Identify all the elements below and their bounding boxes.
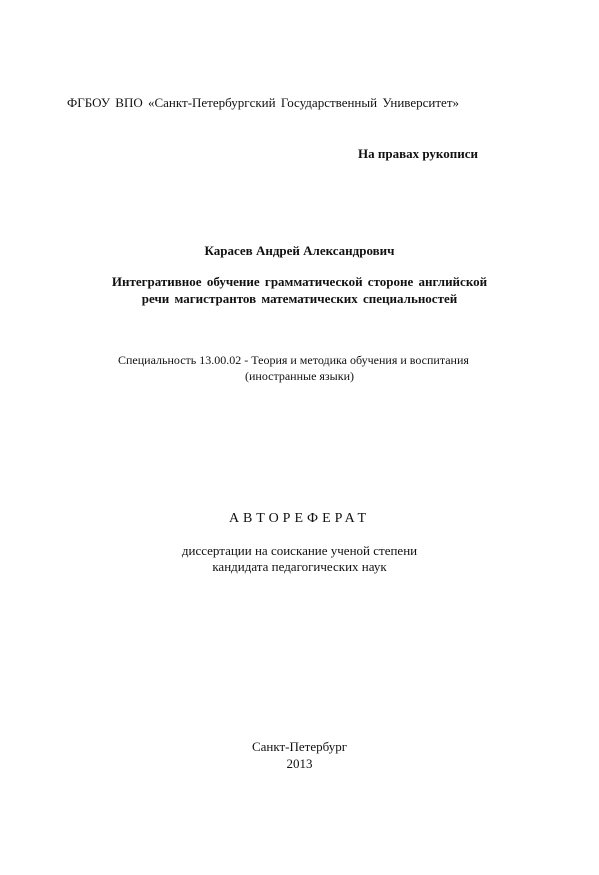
rights-note: На правах рукописи: [358, 146, 478, 161]
dissertation-line-1: диссертации на соискание ученой степени: [181, 543, 418, 558]
specialty-line-1: Специальность 13.00.02 - Теория и методика обучения и воспитания: [118, 353, 469, 367]
thesis-title-line-1: Интегративное обучение грамматической стороне английской: [111, 274, 488, 289]
city: Санкт-Петербург: [251, 739, 348, 754]
specialty-line-2: (иностранные языки): [245, 369, 354, 383]
document-type: АВТОРЕФЕРАТ: [228, 511, 371, 526]
organization-name: ФГБОУ ВПО «Санкт-Петербургский Государственный Университет»: [67, 95, 460, 110]
thesis-title-line-2: речи магистрантов математических специальностей: [141, 291, 458, 306]
dissertation-line-2: кандидата педагогических наук: [212, 559, 387, 574]
year: 2013: [286, 756, 313, 771]
author-name: Карасев Андрей Александрович: [204, 243, 395, 258]
